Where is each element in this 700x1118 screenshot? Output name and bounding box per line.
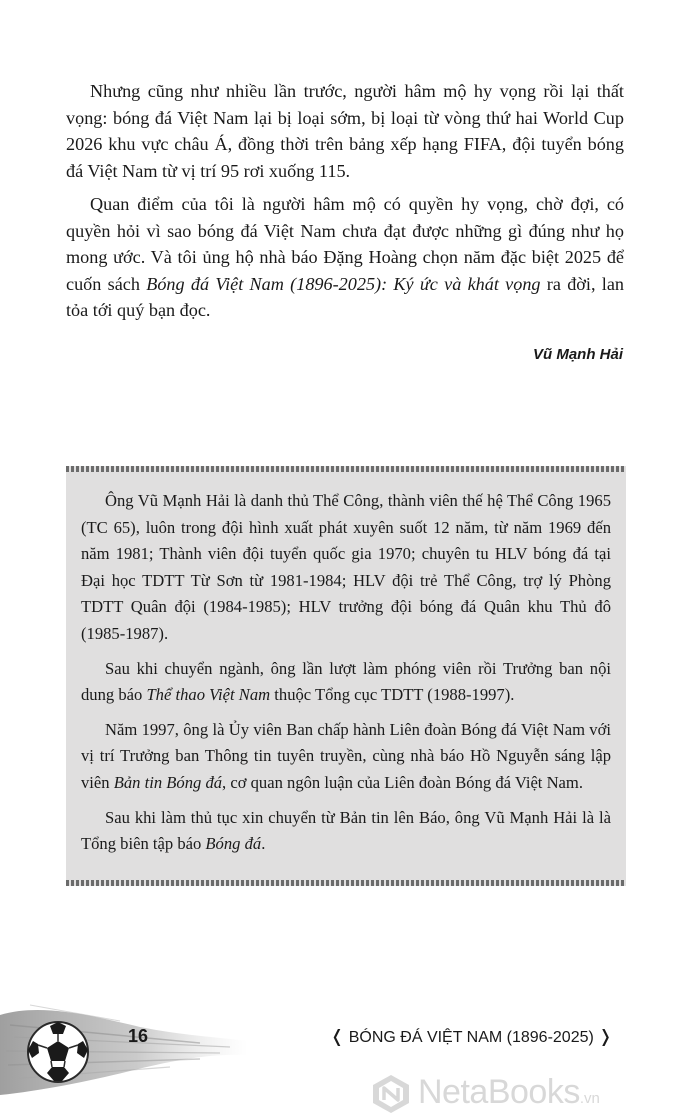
- magazine-title: Bóng đá: [205, 834, 262, 854]
- body-paragraph-2-text: Quan điểm của tôi là người hâm mộ có quyền hy vọng, chờ đợi, có quyền hỏi vì sao bóng đá Việt Nam chưa đạt được những gì đúng như họ mong ước. Và tôi ủng hộ nhà báo Đặng Hoàng chọn năm đặc biệt 2025 để cuốn sách: [66, 194, 624, 294]
- body-paragraph-2-end: ra đời, lan tỏa tới quý bạn đọc.: [66, 273, 624, 320]
- bio-paragraph-4-end: .: [261, 834, 266, 854]
- body-paragraph-2: [66, 191, 624, 324]
- running-head-title: BÓNG ĐÁ VIỆT NAM (1896-2025): [348, 1029, 594, 1046]
- netabooks-watermark: [370, 1073, 695, 1117]
- bio-top-rule: [66, 466, 626, 472]
- bio-bottom-rule: [66, 880, 626, 886]
- bio-paragraph-3-end: , cơ quan ngôn luận của Liên đoàn Bóng đá Việt Nam.: [222, 772, 583, 792]
- watermark-tld: .vn: [579, 1090, 600, 1107]
- bulletin-title: Bản tin Bóng đá: [113, 772, 223, 792]
- watermark-text: [418, 1073, 600, 1112]
- bio-paragraph-3: [81, 717, 611, 797]
- newspaper-title: Thể thao Việt Nam: [146, 685, 271, 705]
- book-title: Bóng đá Việt Nam (1896-2025): Ký ức và khát vọng: [146, 273, 541, 294]
- left-bracket-glyph: ❬: [330, 1027, 345, 1046]
- running-head: [330, 1027, 613, 1047]
- main-text: [66, 78, 624, 331]
- bio-paragraph-2-end: thuộc Tổng cục TDTT (1988-1997).: [270, 685, 515, 705]
- bio-paragraph-2-text: Sau khi chuyển ngành, ông lần lượt làm phóng viên rồi Trưởng ban nội dung báo: [81, 658, 611, 705]
- page-number: 16: [128, 1026, 149, 1046]
- page-footer: [0, 985, 700, 1118]
- author-signature: Vũ Mạnh Hải: [532, 346, 623, 363]
- body-paragraph-1: Nhưng cũng như nhiều lần trước, người hâm mộ hy vọng rồi lại thất vọng: bóng đá Việt Nam lại bị loại sớm, bị loại từ vòng thứ hai World Cup 2026 khu vực châu Á, đồng thời trên bảng xếp hạng FIFA, đội tuyển bóng đá Việt Nam từ vị trí 95 rơi xuống 115.: [66, 81, 624, 181]
- netabooks-logo-icon: [370, 1073, 412, 1115]
- bio-paragraph-3-text: Năm 1997, ông là Ủy viên Ban chấp hành Liên đoàn Bóng đá Việt Nam với vị trí Trưởng ban Thông tin tuyên truyền, cùng nhà báo Hồ Nguyễn sáng lập viên: [81, 719, 611, 792]
- right-bracket-glyph: ❭: [598, 1027, 613, 1046]
- bio-paragraph-4: [81, 805, 611, 858]
- bio-paragraph-2: [81, 656, 611, 709]
- bio-paragraph-1: Ông Vũ Mạnh Hải là danh thủ Thể Công, thành viên thế hệ Thể Công 1965 (TC 65), luôn trong đội hình xuất phát xuyên suốt 12 năm, từ năm 1969 đến năm 1981; Thành viên đội tuyển quốc gia 1970; chuyên tu HLV bóng đá tại Đại học TDTT Từ Sơn từ 1981-1984; HLV đội trẻ Thể Công, trợ lý Phòng TDTT Quân đội (1984-1985); HLV trưởng đội bóng đá Quân khu Thủ đô (1985-1987).: [81, 491, 611, 643]
- author-bio-box: [66, 466, 626, 886]
- bio-paragraph-4-text: Sau khi làm thủ tục xin chuyển từ Bản tin lên Báo, ông Vũ Mạnh Hải là là Tổng biên tập báo: [81, 807, 611, 854]
- soccer-ball-brush-icon: [0, 985, 250, 1118]
- watermark-brand: NetaBooks: [418, 1073, 580, 1111]
